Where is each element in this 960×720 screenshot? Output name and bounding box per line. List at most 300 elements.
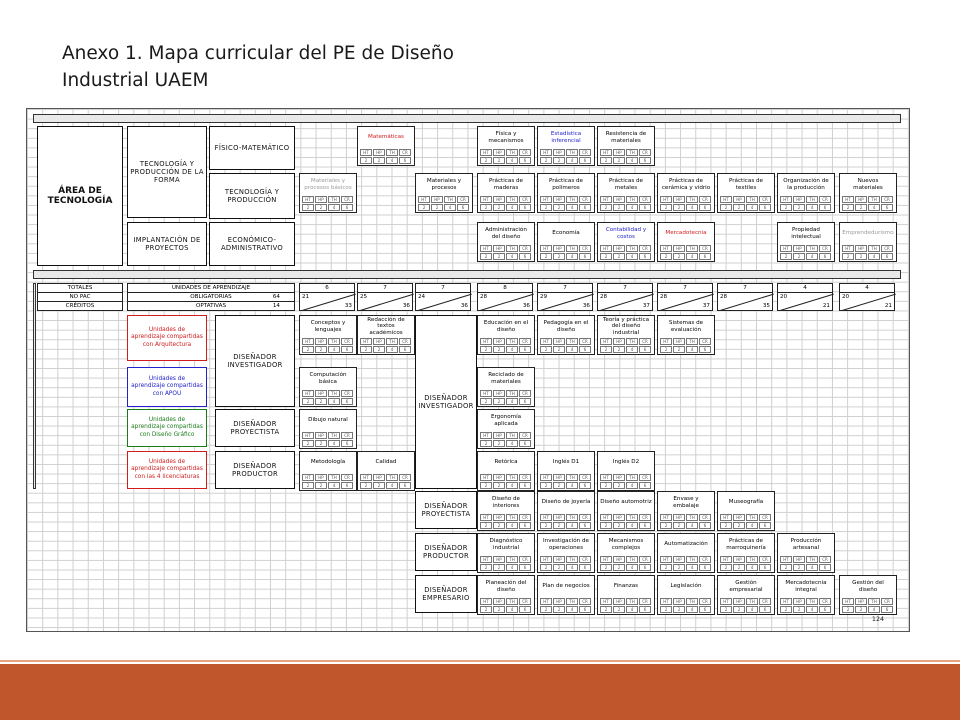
period-header bbox=[477, 283, 533, 311]
course-card bbox=[357, 451, 415, 491]
course-hours-grid bbox=[480, 338, 532, 354]
course-card bbox=[477, 533, 535, 573]
period-credits-value: 21 bbox=[884, 303, 892, 309]
hours-value-cell: 4 bbox=[686, 564, 698, 571]
units-heading: UNIDADES DE APRENDIZAJE bbox=[128, 284, 294, 293]
hours-header-cell: HT bbox=[302, 196, 314, 203]
hours-header-cell: TH bbox=[686, 338, 698, 345]
hours-header-cell: CR bbox=[399, 149, 411, 156]
hours-value-cell: 2 bbox=[302, 346, 314, 353]
period-units-count: 7 bbox=[718, 284, 772, 293]
hours-value-cell: 6 bbox=[699, 606, 711, 613]
hours-header-cell: HP bbox=[493, 149, 505, 156]
hours-header-cell: HT bbox=[600, 338, 612, 345]
period-nopac-value: 29 bbox=[540, 294, 548, 300]
hours-value-cell: 2 bbox=[493, 440, 505, 447]
course-name: Conceptos y lenguajes bbox=[310, 319, 346, 333]
shared-label-2: Unidades de aprendizaje compartidas con APOU bbox=[131, 375, 203, 397]
hours-value-cell: 2 bbox=[553, 564, 565, 571]
course-hours-grid bbox=[480, 432, 532, 448]
hours-header-cell: CR bbox=[759, 196, 771, 203]
hours-header-cell: CR bbox=[519, 245, 531, 252]
period-credits-value: 33 bbox=[344, 303, 352, 309]
hours-header-cell: TH bbox=[686, 556, 698, 563]
hours-value-cell: 2 bbox=[600, 204, 612, 211]
hours-value-cell: 4 bbox=[626, 157, 638, 164]
hours-header-cell: HT bbox=[780, 598, 792, 605]
course-card bbox=[777, 533, 835, 573]
hours-header-cell: HT bbox=[600, 245, 612, 252]
course-card bbox=[477, 575, 535, 615]
hours-value-cell: 2 bbox=[613, 157, 625, 164]
hours-header-cell: CR bbox=[457, 196, 469, 203]
hours-value-cell: 6 bbox=[759, 564, 771, 571]
hours-header-cell: CR bbox=[819, 598, 831, 605]
hours-value-cell: 2 bbox=[613, 606, 625, 613]
hours-value-cell: 4 bbox=[626, 346, 638, 353]
course-hours-grid bbox=[842, 598, 894, 614]
block-ipp-label: IMPLANTACIÓN DE PROYECTOS bbox=[133, 236, 201, 252]
hours-header-cell: HP bbox=[493, 514, 505, 521]
course-hours-grid bbox=[540, 196, 592, 212]
hours-header-cell: TH bbox=[806, 245, 818, 252]
hours-value-cell: 2 bbox=[373, 157, 385, 164]
course-hours-grid bbox=[720, 196, 772, 212]
course-name: Calidad bbox=[375, 459, 397, 466]
hours-value-cell: 6 bbox=[639, 204, 651, 211]
course-hours-grid bbox=[418, 196, 470, 212]
course-card bbox=[537, 451, 595, 491]
hours-header-cell: TH bbox=[566, 245, 578, 252]
hours-header-cell: TH bbox=[566, 556, 578, 563]
hours-value-cell: 2 bbox=[613, 564, 625, 571]
hours-header-cell: CR bbox=[579, 556, 591, 563]
course-card bbox=[477, 315, 535, 355]
shared-label-3: Unidades de aprendizaje compartidas con Diseño Gráfico bbox=[131, 416, 203, 438]
period-nopac-value: 28 bbox=[660, 294, 668, 300]
course-hours-grid bbox=[360, 149, 412, 165]
course-hours-grid bbox=[360, 474, 412, 490]
hours-header-cell: HT bbox=[540, 514, 552, 521]
hours-header-cell: TH bbox=[686, 245, 698, 252]
course-name: Diagnóstico industrial bbox=[489, 537, 523, 551]
hours-header-cell: TH bbox=[566, 514, 578, 521]
course-card bbox=[537, 533, 595, 573]
hours-value-cell: 6 bbox=[819, 564, 831, 571]
hours-value-cell: 4 bbox=[686, 346, 698, 353]
shared-label-1: Unidades de aprendizaje compartidas con Arquitectura bbox=[131, 326, 203, 348]
hours-header-cell: HP bbox=[613, 556, 625, 563]
hours-value-cell: 2 bbox=[493, 522, 505, 529]
hours-header-cell: TH bbox=[506, 338, 518, 345]
hours-value-cell: 2 bbox=[493, 564, 505, 571]
course-card bbox=[537, 575, 595, 615]
hours-header-cell: HP bbox=[493, 390, 505, 397]
hours-header-cell: HP bbox=[493, 556, 505, 563]
hours-value-cell: 6 bbox=[341, 440, 353, 447]
course-card bbox=[839, 575, 897, 615]
hours-header-cell: HP bbox=[613, 245, 625, 252]
course-card bbox=[357, 315, 415, 355]
hours-header-cell: HP bbox=[553, 196, 565, 203]
hours-value-cell: 4 bbox=[806, 204, 818, 211]
course-hours-grid bbox=[540, 556, 592, 572]
hours-header-cell: HP bbox=[315, 338, 327, 345]
hours-header-cell: CR bbox=[341, 432, 353, 439]
hours-header-cell: HT bbox=[540, 196, 552, 203]
role-investigador-label: DISEÑADOR INVESTIGADOR bbox=[227, 353, 283, 369]
hours-header-cell: TH bbox=[328, 390, 340, 397]
hours-header-cell: HT bbox=[600, 474, 612, 481]
course-hours-grid bbox=[540, 149, 592, 165]
hours-value-cell: 2 bbox=[600, 482, 612, 489]
course-hours-grid bbox=[660, 556, 712, 572]
hours-header-cell: TH bbox=[746, 556, 758, 563]
hours-value-cell: 6 bbox=[519, 398, 531, 405]
period-credits-value: 37 bbox=[702, 303, 710, 309]
period-nopac-value: 24 bbox=[418, 294, 426, 300]
course-name: Teoría y práctica del diseño industrial bbox=[602, 316, 650, 336]
hours-value-cell: 6 bbox=[699, 522, 711, 529]
course-name: Mecanismos complejos bbox=[608, 537, 644, 551]
optativas-label: OPTATIVAS bbox=[195, 303, 227, 309]
hours-header-cell: CR bbox=[699, 598, 711, 605]
hours-header-cell: CR bbox=[881, 598, 893, 605]
hours-header-cell: HP bbox=[673, 514, 685, 521]
hours-header-cell: TH bbox=[626, 474, 638, 481]
hours-header-cell: HP bbox=[613, 598, 625, 605]
course-card bbox=[839, 222, 897, 262]
hours-header-cell: HT bbox=[600, 196, 612, 203]
hours-value-cell: 4 bbox=[806, 253, 818, 260]
hours-value-cell: 2 bbox=[493, 398, 505, 405]
hours-value-cell: 4 bbox=[746, 564, 758, 571]
hours-value-cell: 6 bbox=[341, 204, 353, 211]
hours-header-cell: CR bbox=[639, 598, 651, 605]
hours-value-cell: 2 bbox=[855, 204, 867, 211]
course-name: Prácticas de marroquinería bbox=[726, 537, 766, 551]
hours-header-cell: HP bbox=[855, 245, 867, 252]
hours-header-cell: CR bbox=[699, 245, 711, 252]
hours-header-cell: CR bbox=[819, 556, 831, 563]
hours-value-cell: 4 bbox=[868, 204, 880, 211]
hours-value-cell: 6 bbox=[819, 204, 831, 211]
hours-value-cell: 2 bbox=[733, 564, 745, 571]
period-nopac-value: 25 bbox=[360, 294, 368, 300]
hours-value-cell: 6 bbox=[819, 253, 831, 260]
hours-header-cell: TH bbox=[806, 598, 818, 605]
hours-value-cell: 4 bbox=[506, 346, 518, 353]
course-card bbox=[299, 409, 357, 449]
hours-value-cell: 6 bbox=[819, 606, 831, 613]
title-line-2: Industrial UAEM bbox=[62, 70, 209, 91]
hours-header-cell: CR bbox=[399, 474, 411, 481]
hours-value-cell: 2 bbox=[431, 204, 443, 211]
hours-header-cell: HT bbox=[720, 514, 732, 521]
period-units-count: 7 bbox=[598, 284, 652, 293]
course-hours-grid bbox=[600, 556, 652, 572]
course-hours-grid bbox=[480, 245, 532, 261]
hours-header-cell: CR bbox=[341, 474, 353, 481]
hours-value-cell: 6 bbox=[399, 482, 411, 489]
hours-header-cell: HT bbox=[480, 245, 492, 252]
course-name: Matemáticas bbox=[368, 134, 404, 141]
hours-header-cell: CR bbox=[699, 196, 711, 203]
hours-header-cell: HT bbox=[418, 196, 430, 203]
hours-value-cell: 2 bbox=[480, 346, 492, 353]
nopac-heading: NO PAC bbox=[38, 293, 122, 302]
hours-header-cell: HP bbox=[855, 196, 867, 203]
hours-header-cell: HP bbox=[315, 432, 327, 439]
period-header bbox=[357, 283, 413, 311]
hours-value-cell: 2 bbox=[302, 482, 314, 489]
hours-value-cell: 6 bbox=[639, 606, 651, 613]
hours-value-cell: 2 bbox=[493, 346, 505, 353]
hours-value-cell: 2 bbox=[553, 482, 565, 489]
course-hours-grid bbox=[600, 196, 652, 212]
course-name: Inglés D1 bbox=[552, 459, 580, 466]
course-name: Gestión empresarial bbox=[729, 579, 763, 593]
hours-value-cell: 4 bbox=[686, 522, 698, 529]
course-card bbox=[299, 173, 357, 213]
hours-header-cell: CR bbox=[519, 598, 531, 605]
hours-value-cell: 2 bbox=[733, 204, 745, 211]
block-tp-label: TECNOLOGÍA Y PRODUCCIÓN bbox=[224, 188, 280, 204]
course-card bbox=[839, 173, 897, 213]
hours-header-cell: HP bbox=[733, 514, 745, 521]
hours-header-cell: HP bbox=[613, 149, 625, 156]
hours-value-cell: 4 bbox=[746, 606, 758, 613]
course-hours-grid bbox=[600, 598, 652, 614]
hours-header-cell: CR bbox=[639, 514, 651, 521]
hours-header-cell: HT bbox=[302, 338, 314, 345]
hours-value-cell: 4 bbox=[868, 253, 880, 260]
hours-value-cell: 6 bbox=[519, 253, 531, 260]
hours-value-cell: 2 bbox=[540, 606, 552, 613]
hours-header-cell: TH bbox=[328, 432, 340, 439]
course-hours-grid bbox=[480, 514, 532, 530]
course-hours-grid bbox=[660, 514, 712, 530]
hours-value-cell: 2 bbox=[600, 346, 612, 353]
hours-value-cell: 2 bbox=[613, 204, 625, 211]
course-card bbox=[357, 126, 415, 166]
period-nopac-value: 28 bbox=[480, 294, 488, 300]
hours-header-cell: HP bbox=[673, 338, 685, 345]
period-header bbox=[839, 283, 895, 311]
hours-header-cell: TH bbox=[626, 598, 638, 605]
hours-header-cell: HT bbox=[600, 514, 612, 521]
shared-label-4: Unidades de aprendizaje compartidas con las 4 licenciaturas bbox=[131, 458, 203, 480]
hours-value-cell: 2 bbox=[793, 606, 805, 613]
course-hours-grid bbox=[720, 598, 772, 614]
course-name: Prácticas de polímeros bbox=[548, 177, 583, 191]
hours-header-cell: HT bbox=[540, 149, 552, 156]
hours-header-cell: HP bbox=[431, 196, 443, 203]
hours-value-cell: 6 bbox=[519, 564, 531, 571]
course-name: Dibujo natural bbox=[308, 417, 348, 424]
hours-header-cell: CR bbox=[699, 338, 711, 345]
course-card bbox=[777, 173, 835, 213]
optativas-value: 14 bbox=[272, 303, 280, 309]
hours-value-cell: 4 bbox=[328, 482, 340, 489]
course-name: Contabilidad y costos bbox=[605, 226, 647, 240]
course-name: Pedagogía en el diseño bbox=[543, 319, 589, 333]
period-credits-value: 36 bbox=[402, 303, 410, 309]
hours-value-cell: 4 bbox=[386, 346, 398, 353]
hours-header-cell: HT bbox=[540, 556, 552, 563]
hours-value-cell: 6 bbox=[519, 346, 531, 353]
hours-header-cell: TH bbox=[566, 474, 578, 481]
period-header bbox=[777, 283, 833, 311]
hours-header-cell: HP bbox=[855, 598, 867, 605]
course-card bbox=[537, 173, 595, 213]
hours-value-cell: 2 bbox=[302, 204, 314, 211]
course-card bbox=[597, 315, 655, 355]
course-name: Inglés D2 bbox=[612, 459, 640, 466]
period-nopac-value: 20 bbox=[842, 294, 850, 300]
hours-header-cell: CR bbox=[819, 245, 831, 252]
hours-value-cell: 2 bbox=[540, 482, 552, 489]
hours-value-cell: 4 bbox=[506, 522, 518, 529]
hours-header-cell: TH bbox=[868, 196, 880, 203]
hours-header-cell: CR bbox=[759, 598, 771, 605]
hours-value-cell: 2 bbox=[720, 522, 732, 529]
hours-value-cell: 2 bbox=[660, 346, 672, 353]
hours-value-cell: 2 bbox=[315, 440, 327, 447]
hours-value-cell: 4 bbox=[328, 346, 340, 353]
hours-header-cell: HT bbox=[480, 514, 492, 521]
course-hours-grid bbox=[600, 149, 652, 165]
hours-header-cell: CR bbox=[519, 338, 531, 345]
block-tpf-label: TECNOLOGÍA Y PRODUCCIÓN DE LA FORMA bbox=[130, 160, 204, 184]
hours-value-cell: 6 bbox=[519, 606, 531, 613]
hours-header-cell: HT bbox=[480, 432, 492, 439]
hours-header-cell: TH bbox=[746, 598, 758, 605]
hours-header-cell: TH bbox=[566, 598, 578, 605]
hours-header-cell: CR bbox=[881, 196, 893, 203]
hours-value-cell: 6 bbox=[881, 253, 893, 260]
hours-header-cell: CR bbox=[399, 338, 411, 345]
hours-header-cell: HP bbox=[493, 196, 505, 203]
hours-value-cell: 2 bbox=[720, 204, 732, 211]
hours-value-cell: 6 bbox=[699, 253, 711, 260]
course-hours-grid bbox=[720, 556, 772, 572]
hours-value-cell: 2 bbox=[480, 522, 492, 529]
hours-header-cell: HT bbox=[360, 474, 372, 481]
hours-header-cell: HP bbox=[493, 432, 505, 439]
hours-value-cell: 4 bbox=[506, 253, 518, 260]
hours-value-cell: 6 bbox=[639, 346, 651, 353]
hours-value-cell: 2 bbox=[360, 482, 372, 489]
hours-header-cell: CR bbox=[759, 514, 771, 521]
course-hours-grid bbox=[540, 338, 592, 354]
hours-header-cell: TH bbox=[506, 390, 518, 397]
role-productor-label: DISEÑADOR PRODUCTOR bbox=[231, 462, 279, 478]
course-hours-grid bbox=[480, 196, 532, 212]
course-hours-grid bbox=[302, 432, 354, 448]
hours-header-cell: HT bbox=[600, 149, 612, 156]
slide-title bbox=[62, 40, 762, 94]
obligatorias-label: OBLIGATORIAS bbox=[190, 294, 232, 300]
course-hours-grid bbox=[302, 474, 354, 490]
hours-value-cell: 2 bbox=[553, 606, 565, 613]
hours-value-cell: 4 bbox=[626, 564, 638, 571]
course-hours-grid bbox=[600, 338, 652, 354]
hours-value-cell: 2 bbox=[540, 564, 552, 571]
course-name: Legislación bbox=[670, 583, 702, 590]
hours-value-cell: 4 bbox=[386, 482, 398, 489]
hours-value-cell: 2 bbox=[480, 606, 492, 613]
hours-value-cell: 4 bbox=[566, 482, 578, 489]
period-units-count: 7 bbox=[358, 284, 412, 293]
course-hours-grid bbox=[842, 245, 894, 261]
hours-value-cell: 6 bbox=[519, 482, 531, 489]
hours-value-cell: 4 bbox=[566, 204, 578, 211]
area-label: ÁREA DE TECNOLOGÍA bbox=[47, 186, 113, 206]
hours-header-cell: TH bbox=[566, 196, 578, 203]
hours-header-cell: CR bbox=[519, 196, 531, 203]
hours-header-cell: TH bbox=[328, 474, 340, 481]
hours-header-cell: TH bbox=[626, 338, 638, 345]
hours-header-cell: HT bbox=[480, 390, 492, 397]
hours-value-cell: 4 bbox=[626, 522, 638, 529]
course-card bbox=[477, 367, 535, 407]
hours-value-cell: 2 bbox=[793, 204, 805, 211]
hours-header-cell: HP bbox=[315, 196, 327, 203]
hours-value-cell: 6 bbox=[399, 157, 411, 164]
hours-value-cell: 2 bbox=[673, 522, 685, 529]
hours-value-cell: 2 bbox=[660, 253, 672, 260]
course-name: Redacción de textos académicos bbox=[367, 316, 405, 336]
course-hours-grid bbox=[480, 474, 532, 490]
hours-value-cell: 4 bbox=[566, 606, 578, 613]
hours-header-cell: HP bbox=[793, 556, 805, 563]
hours-value-cell: 4 bbox=[386, 157, 398, 164]
hours-header-cell: TH bbox=[626, 556, 638, 563]
course-name: Educación en el diseño bbox=[483, 319, 529, 333]
hours-header-cell: TH bbox=[506, 149, 518, 156]
hours-header-cell: HP bbox=[553, 556, 565, 563]
curriculum-map-sheet bbox=[26, 108, 910, 632]
hours-header-cell: CR bbox=[639, 474, 651, 481]
hours-value-cell: 2 bbox=[493, 157, 505, 164]
block-fm-label: FÍSICO-MATEMÁTICO bbox=[214, 144, 290, 152]
course-hours-grid bbox=[360, 338, 412, 354]
hours-header-cell: HP bbox=[373, 474, 385, 481]
hours-value-cell: 4 bbox=[566, 253, 578, 260]
hours-header-cell: HP bbox=[613, 196, 625, 203]
hours-value-cell: 2 bbox=[360, 346, 372, 353]
hours-header-cell: TH bbox=[566, 149, 578, 156]
footer-line bbox=[0, 660, 960, 662]
hours-header-cell: HP bbox=[493, 598, 505, 605]
period-nopac-value: 28 bbox=[720, 294, 728, 300]
hours-header-cell: CR bbox=[579, 338, 591, 345]
course-name: Gestión del diseño bbox=[852, 579, 884, 593]
hours-value-cell: 4 bbox=[566, 522, 578, 529]
hours-header-cell: TH bbox=[686, 514, 698, 521]
hours-header-cell: HP bbox=[373, 338, 385, 345]
course-name: Computación básica bbox=[309, 371, 347, 385]
hours-header-cell: HP bbox=[793, 245, 805, 252]
hours-value-cell: 6 bbox=[519, 522, 531, 529]
period-nopac-value: 20 bbox=[780, 294, 788, 300]
hours-header-cell: CR bbox=[519, 514, 531, 521]
hours-value-cell: 4 bbox=[746, 204, 758, 211]
course-name: Nuevos materiales bbox=[853, 177, 883, 191]
hours-header-cell: HP bbox=[315, 390, 327, 397]
hours-header-cell: TH bbox=[506, 598, 518, 605]
